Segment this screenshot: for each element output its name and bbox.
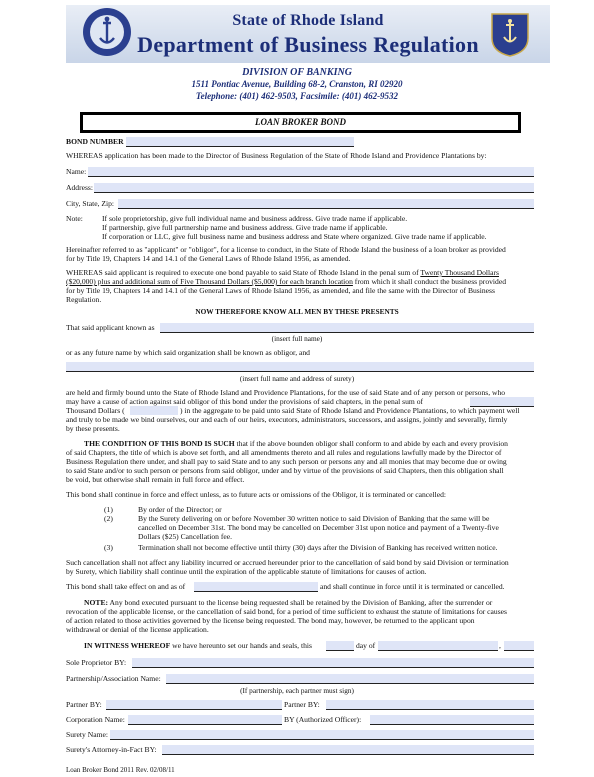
partnership-name-underline (166, 683, 534, 684)
note-label: Note: (66, 214, 83, 223)
partnership-name-input[interactable] (166, 674, 534, 683)
division-phone: Telephone: (401) 462-9503, Facsimile: (401) 462-9532 (195, 91, 399, 101)
department-title: Department of Business Regulation (137, 32, 479, 57)
address-input[interactable] (94, 183, 534, 192)
sole-proprietor-underline (132, 667, 534, 668)
condition-line-2: of said Chapters, the title of which is above set forth, and all amendments thereto and all rules and regulations lawfully made by the Director of (66, 448, 502, 457)
whereas-said-line-2 (66, 277, 506, 286)
corporation-name-label: Corporation Name: (66, 715, 125, 724)
condition-line-1 (84, 439, 508, 448)
known-as-underline (160, 332, 534, 333)
note-line-3: If corporation or LLC, give full business name and business address and State where organized. Give trade name if applicable. (102, 232, 487, 241)
list-item-2b: cancelled on December 31st. The bond may be cancelled on December 31st upon notice and payment of a Twenty-five (138, 523, 499, 532)
rhode-island-crest-icon (488, 8, 532, 58)
witness-lead: IN WITNESS WHEREOF (84, 641, 171, 650)
hereinafter-line-2: for by Title 19, Chapters 14 and 14.1 of the General Laws of Rhode Island 1956, as amended. (66, 254, 351, 263)
witness-rest: we have hereunto set our hands and seals, this (170, 641, 312, 650)
note2-lead: NOTE: (84, 598, 109, 607)
surety-attorney-underline (162, 754, 534, 755)
dbr-seal-icon (82, 7, 132, 57)
held-bound-line-1: are held and firmly bound unto the State of Rhode Island and Providence Plantations, for the use of said State and of any person or persons, who (66, 388, 506, 397)
authorized-officer-label: BY (Authorized Officer): (284, 715, 362, 724)
note2-line-4: withdrawal or denial of the license application. (66, 625, 209, 634)
partner1-label: Partner BY: (66, 700, 102, 709)
corporation-name-underline (128, 724, 282, 725)
condition-line-3: Business Regulation there under, and shall pay to said State and to any such person or persons any and all monies that may become due or owing (66, 457, 507, 466)
city-underline (118, 208, 534, 209)
bond-number-label: BOND NUMBER (66, 137, 124, 146)
hereinafter-line-1: Hereinafter referred to as "applicant" or "obligor", for a license to conduct, in the State of Rhode Island the business of a loan broker as provided (66, 245, 506, 254)
partner2-input[interactable] (326, 700, 534, 709)
note2-line-2: revocation of the applicable license, or the cancellation of said bond, for a period of time sufficient to exhaust the statute of limitations for causes (66, 607, 507, 616)
partner1-input[interactable] (106, 700, 282, 709)
name-input[interactable] (88, 167, 534, 176)
held-bound-line-3a: Thousand Dollars ( (66, 406, 125, 415)
whereas-said-line-4: Regulation. (66, 295, 102, 304)
penal-sum-text: Twenty Thousand Dollars (420, 268, 499, 277)
list-num-3: (3) (104, 543, 113, 552)
known-as-input[interactable] (160, 323, 534, 332)
authorized-officer-underline (370, 724, 534, 725)
authorized-officer-input[interactable] (370, 715, 534, 724)
year-underline (504, 650, 534, 651)
insert-full-name-caption: (insert full name) (271, 334, 323, 343)
division-address: 1511 Pontiac Avenue, Building 68-2, Cranston, RI 02920 (191, 79, 403, 89)
condition-line-5: be void, but otherwise shall remain in full force and effect. (66, 475, 245, 484)
condition-line-4: to said State and/or to such person or persons from said obligor, under and by virtue of the provisions of said Chapters, then this obligation shall (66, 466, 504, 475)
held-bound-line-5: by these presents. (66, 424, 120, 433)
list-num-1: (1) (104, 505, 113, 514)
partner1-underline (106, 709, 282, 710)
state-title: State of Rhode Island (232, 12, 384, 29)
branch-sum-text: ($20,000) plus and additional sum of Five Thousand Dollars ($5,000) for each branch location (66, 277, 353, 286)
held-bound-line-4: and truly to be made we bind ourselves, our and each of our heirs, executors, administrators, successors, and assigns, jointly and severally, firmly (66, 415, 508, 424)
now-therefore-heading: NOW THEREFORE KNOW ALL MEN BY THESE PRESENTS (195, 307, 399, 316)
held-bound-line-2: may have a cause of action against said obligor of this bond under the provisions of said chapters, in the penal sum of (66, 397, 424, 406)
note2-line-1 (84, 598, 492, 607)
address-label: Address: (66, 183, 93, 192)
future-name-text: or as any future name by which said organization shall be known as obligor, and (66, 348, 310, 357)
penal-sum-amount-input[interactable] (130, 406, 178, 415)
list-item-2c: Dollars ($25) Cancellation fee. (138, 532, 233, 541)
sole-proprietor-input[interactable] (132, 658, 534, 667)
list-item-1: By order of the Director; or (138, 505, 222, 514)
day-underline (326, 650, 354, 651)
surety-name-underline (110, 739, 534, 740)
list-item-2a: By the Surety delivering on or before November 30 written notice to said Division of Banking that the same will be (138, 514, 490, 523)
effect-text-b: and shall continue in force until it is terminated or cancelled. (320, 582, 505, 591)
month-input[interactable] (378, 641, 498, 650)
form-title-box (80, 112, 521, 133)
bond-number-underline (126, 146, 354, 147)
name-underline (88, 176, 534, 177)
surety-attorney-label: Surety's Attorney-in-Fact BY: (66, 745, 157, 754)
witness-comma: , (499, 641, 501, 650)
held-bound-line-3b: ) in the aggregate to be paid unto said State of Rhode Island and Providence Plantations, to which payment well (180, 406, 520, 415)
partner2-label: Partner BY: (284, 700, 320, 709)
surety-attorney-input[interactable] (162, 745, 534, 754)
note2-rest: Any bond executed pursuant to the license being requested shall be retained by the Division of Banking, after the surrender or (108, 598, 493, 607)
bond-number-input[interactable] (126, 137, 354, 146)
known-as-label: That said applicant known as (66, 323, 155, 332)
note-line-1: If sole proprietorship, give full individual name and business address. Give trade name if applicable. (102, 214, 408, 223)
whereas-said-line-1 (66, 268, 499, 277)
surety-name-label: Surety Name: (66, 730, 108, 739)
witness-line (84, 641, 312, 650)
cancellation-line-2: by Surety, which liability shall continue until the expiration of the applicable statute of limitations for causes of action. (66, 567, 427, 576)
cancellation-line-1: Such cancellation shall not affect any liability incurred or accrued hereunder prior to the cancellation of said bond by said Division or termination (66, 558, 509, 567)
penal-sum-words-input[interactable] (470, 397, 534, 406)
footer-revision: Loan Broker Bond 2011 Rev. 02/08/11 (66, 766, 175, 774)
list-item-3: Termination shall not become effective until thirty (30) days after the Division of Banking has received written notice. (138, 543, 498, 552)
sole-proprietor-label: Sole Proprietor BY: (66, 658, 127, 667)
continue-force-text: This bond shall continue in force and effect unless, as to future acts or omissions of the Obligor, it is terminated or cancelled: (66, 490, 446, 499)
header-banner (66, 5, 550, 63)
effective-date-input[interactable] (194, 582, 318, 591)
effective-date-underline (194, 591, 318, 592)
day-input[interactable] (326, 641, 354, 650)
note-line-2: If partnership, give full partnership name and business address. Give trade name if applicable. (102, 223, 388, 232)
condition-rest: that if the above bounden obligor shall conform to and abide by each and every provision (234, 439, 508, 448)
partner2-underline (326, 709, 534, 710)
list-num-2: (2) (104, 514, 113, 523)
month-underline (378, 650, 498, 651)
corporation-name-input[interactable] (128, 715, 282, 724)
condition-lead: THE CONDITION OF THIS BOND IS SUCH (84, 439, 235, 448)
whereas-said-cont: from which it shall conduct the business provided (352, 277, 507, 286)
whereas-said-text: WHEREAS said applicant is required to execute one bond payable to said State of Rhode Island in the penal sum of (66, 268, 421, 277)
surety-name-address-input[interactable] (66, 362, 534, 371)
whereas-said-line-3: for by Title 19, Chapters 14 and 14.1 of the General Laws of Rhode Island 1956, as amended, and file the same with the Director of Business (66, 286, 495, 295)
note2-line-3: of action related to those activities governed by the license being requested. The bond may, however, be returned to the applicant upon (66, 616, 475, 625)
whereas-intro: WHEREAS application has been made to the Director of Business Regulation of the State of Rhode Island and Providence Plantations by: (66, 151, 487, 160)
insert-surety-caption: (insert full name and address of surety) (239, 374, 355, 383)
form-title: LOAN BROKER BOND (254, 117, 346, 127)
partnership-caption: (If partnership, each partner must sign) (240, 686, 354, 695)
effect-text-a: This bond shall take effect on and as of (66, 582, 186, 591)
city-input[interactable] (118, 199, 534, 208)
city-label: City, State, Zip: (66, 199, 115, 208)
day-of-label: day of (356, 641, 376, 650)
address-underline (94, 192, 534, 193)
partnership-name-label: Partnership/Association Name: (66, 674, 161, 683)
name-label: Name: (66, 167, 87, 176)
year-input[interactable] (504, 641, 534, 650)
surety-name-input[interactable] (110, 730, 534, 739)
division-name: DIVISION OF BANKING (242, 67, 352, 78)
surety-underline (66, 371, 534, 372)
